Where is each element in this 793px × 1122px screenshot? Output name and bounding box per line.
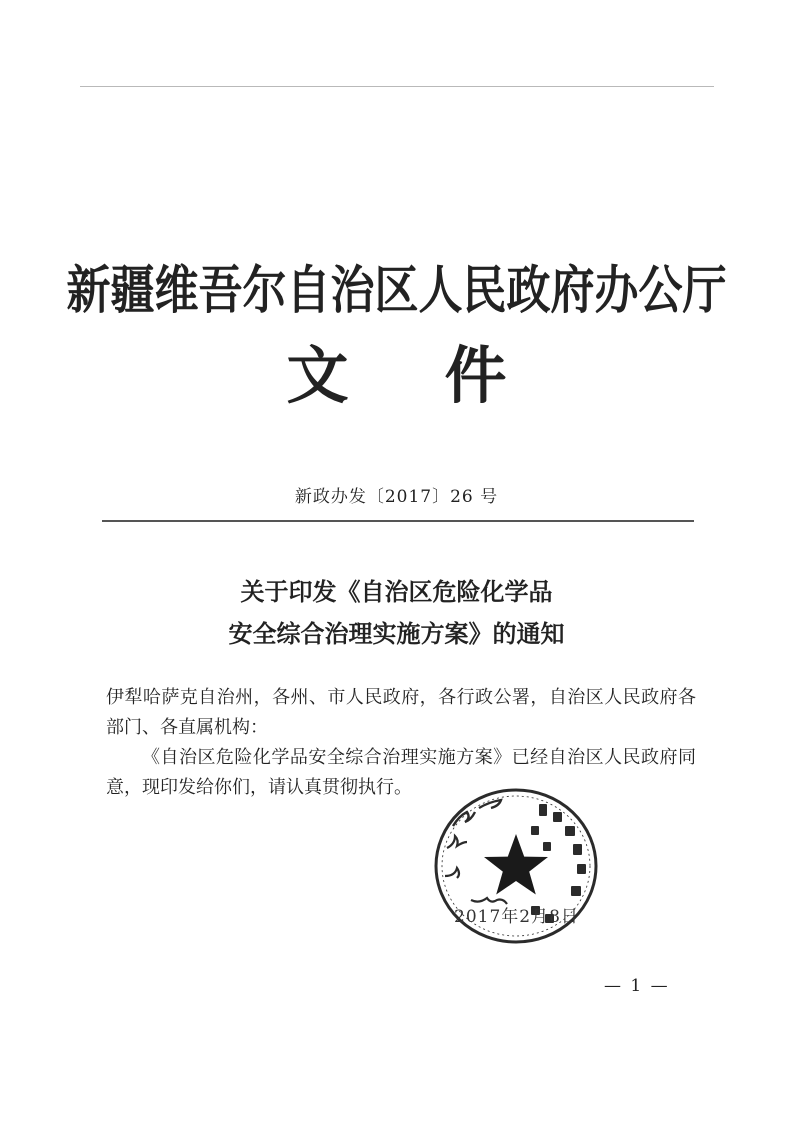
doc-type xyxy=(0,326,793,415)
issue-date: 2017年2月8日 xyxy=(454,907,579,927)
document-body xyxy=(106,683,696,803)
body-paragraph: 《自治区危险化学品安全综合治理实施方案》已经自治区人民政府同意，现印发给你们，请认真贯彻执行。 xyxy=(106,747,696,798)
top-rule xyxy=(80,86,714,87)
doc-number: 新政办发〔2017〕26 号 xyxy=(294,487,499,507)
seal-star-icon xyxy=(484,834,548,895)
document-title-line-2: 安全综合治理实施方案》的通知 xyxy=(228,619,565,648)
recipients: 伊犁哈萨克自治州，各州、市人民政府，各行政公署，自治区人民政府各部门、各直属机构： xyxy=(106,687,696,738)
doc-type-char-2: 件 xyxy=(444,339,507,412)
doc-type-char-1: 文 xyxy=(286,339,349,412)
issuer-name: 新疆维吾尔自治区人民政府办公厅 xyxy=(66,260,727,322)
page-number: — 1 — xyxy=(604,976,670,996)
divider-rule xyxy=(102,520,694,522)
document-title-line-1: 关于印发《自治区危险化学品 xyxy=(240,577,553,606)
